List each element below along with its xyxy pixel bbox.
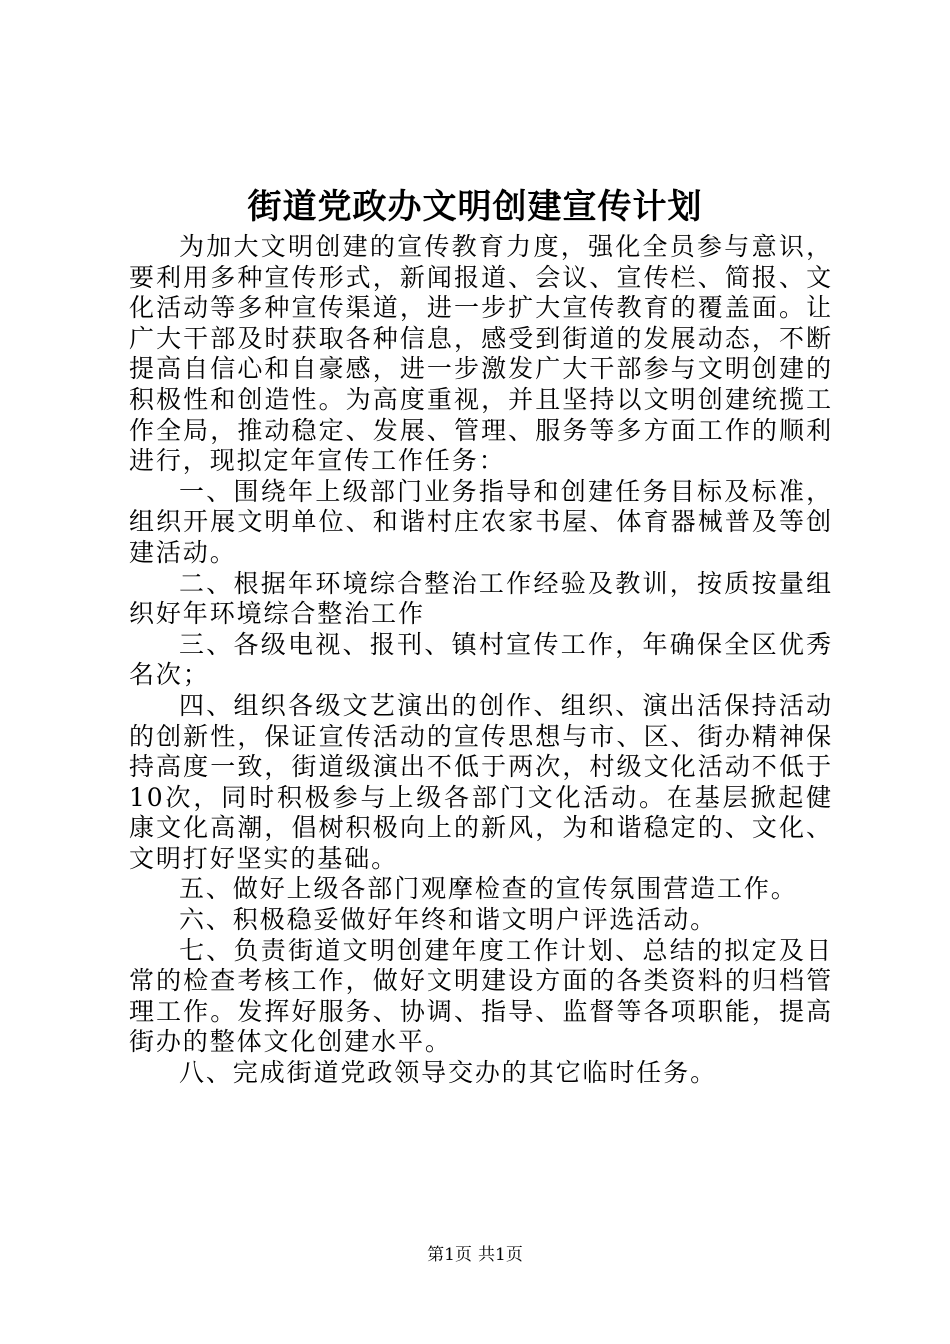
- paragraph-item-8: 八、完成街道党政领导交办的其它临时任务。: [179, 1058, 718, 1088]
- paragraph-item-1: 一、围绕年上级部门业务指导和创建任务目标及标准，组织开展文明单位、和谐村庄农家书屋、体育器械普及等创建活动。: [129, 476, 833, 567]
- paragraph-item-6: 六、积极稳妥做好年终和谐文明户评选活动。: [179, 905, 718, 935]
- page-footer: [0, 1243, 950, 1267]
- page-total: 共1页: [478, 1245, 523, 1265]
- paragraph-item-5: 五、做好上级各部门观摩检查的宣传氛围营造工作。: [179, 874, 798, 904]
- paragraph-item-4: 四、组织各级文艺演出的创作、组织、演出活保持活动的创新性，保证宣传活动的宣传思想与市、区、街办精神保持高度一致，街道级演出不低于两次，村级文化活动不低于10次，同时积极参与上级各部门文化活动。在基层掀起健康文化高潮，倡树积极向上的新风，为和谐稳定的、文化、文明打好坚实的基础。: [129, 690, 833, 873]
- document-title: 街道党政办文明创建宣传计划: [247, 187, 703, 227]
- paragraph-item-7: 七、负责街道文明创建年度工作计划、总结的拟定及日常的检查考核工作，做好文明建设方面的各类资料的归档管理工作。发挥好服务、协调、指导、监督等各项职能，提高街办的整体文化创建水平。: [129, 935, 833, 1057]
- paragraph-intro: 为加大文明创建的宣传教育力度，强化全员参与意识，要利用多种宣传形式，新闻报道、会议、宣传栏、简报、文化活动等多种宣传渠道，进一步扩大宣传教育的覆盖面。让广大干部及时获取各种信息，感受到街道的发展动态，不断提高自信心和自豪感，进一步激发广大干部参与文明创建的积极性和创造性。为高度重视，并且坚持以文明创建统揽工作全局，推动稳定、发展、管理、服务等多方面工作的顺利进行，现拟定年宣传工作任务：: [129, 232, 833, 476]
- document-body: [129, 232, 833, 1089]
- paragraph-item-3: 三、各级电视、报刊、镇村宣传工作，年确保全区优秀名次；: [129, 629, 833, 690]
- paragraph-item-2: 二、根据年环境综合整治工作经验及教训，按质按量组织好年环境综合整治工作: [129, 568, 833, 629]
- page-number: 第1页: [427, 1245, 472, 1265]
